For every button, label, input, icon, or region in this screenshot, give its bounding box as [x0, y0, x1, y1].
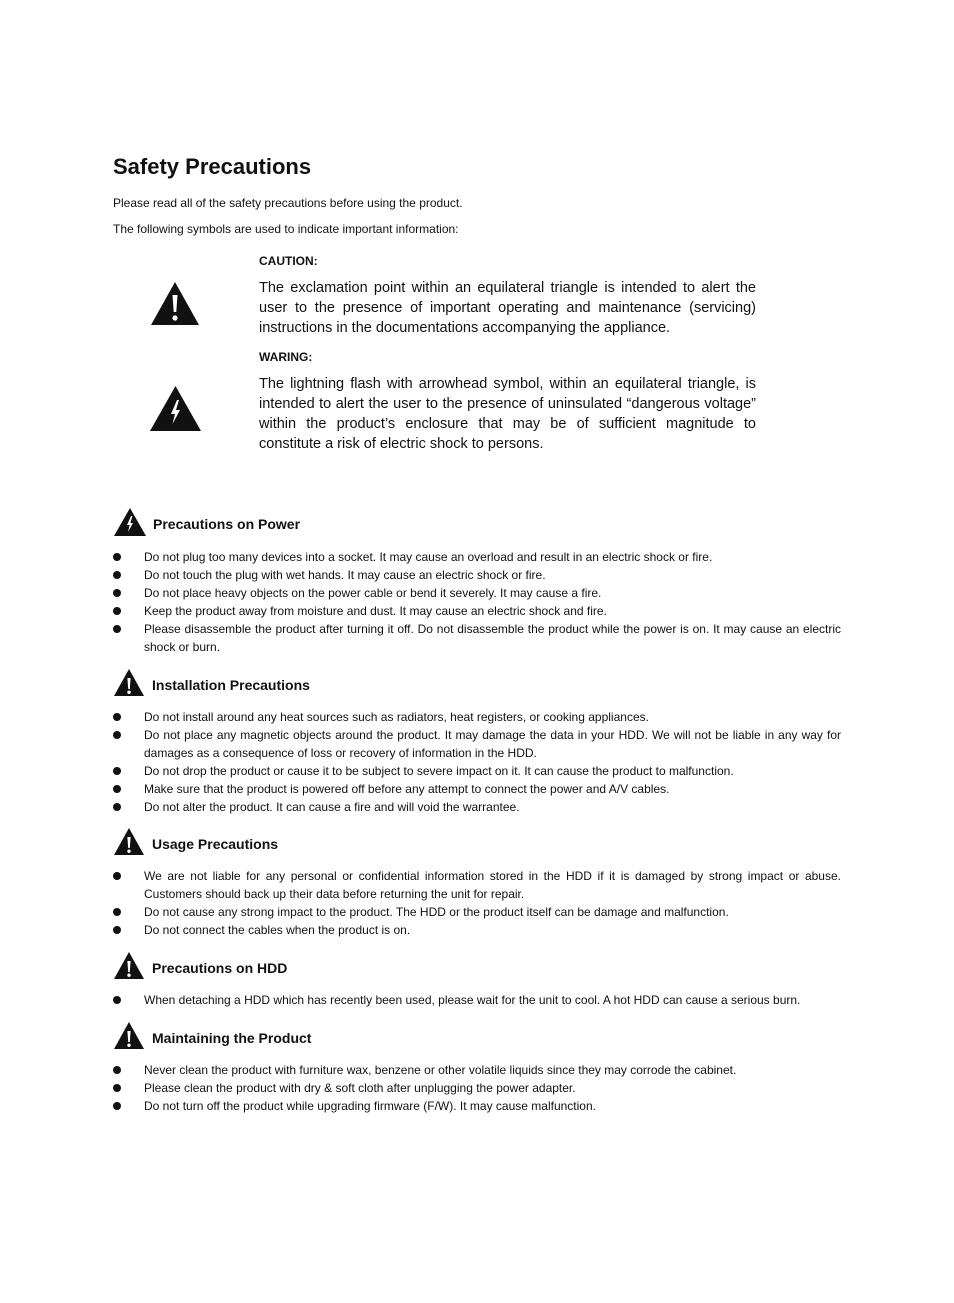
section-title: Maintaining the Product: [152, 1030, 312, 1046]
section-header-power: [113, 507, 813, 539]
bullet-icon: [113, 553, 121, 561]
bullet-icon: [113, 767, 121, 775]
exclamation-triangle-icon: [113, 1021, 145, 1050]
usage-precautions-list: [113, 867, 841, 939]
caution-description: The exclamation point within an equilateral triangle is intended to alert the user to the presence of important operating and maintenance (servicing) instructions in the documentations accompanying the appliance.: [259, 280, 756, 336]
caution-label: CAUTION:: [259, 254, 318, 268]
list-item: Please clean the product with dry & soft cloth after unplugging the power adapter.: [113, 1079, 841, 1097]
section-header-maintenance: [113, 1021, 813, 1053]
bullet-icon: [113, 926, 121, 934]
bullet-icon: [113, 803, 121, 811]
section-title: Precautions on Power: [153, 516, 301, 532]
list-item: Keep the product away from moisture and dust. It may cause an electric shock and fire.: [113, 602, 841, 620]
intro-text: The following symbols are used to indicate important information:: [113, 222, 459, 236]
section-title: Precautions on HDD: [152, 960, 288, 976]
section-header-usage: [113, 827, 813, 859]
list-item: Please disassemble the product after turning it off. Do not disassemble the product while the power is on. It may cause an electric shock or burn.: [113, 620, 841, 656]
bullet-icon: [113, 1102, 121, 1110]
list-item: Do not place heavy objects on the power cable or bend it severely. It may cause a fire.: [113, 584, 841, 602]
warning-label: WARING:: [259, 350, 313, 364]
bullet-icon: [113, 872, 121, 880]
section-title: Usage Precautions: [152, 836, 279, 852]
list-item: Do not drop the product or cause it to be subject to severe impact on it. It can cause the product to malfunction.: [113, 762, 841, 780]
bullet-icon: [113, 713, 121, 721]
section-title: Installation Precautions: [152, 677, 310, 693]
exclamation-triangle-icon: [113, 951, 145, 980]
hdd-precautions-list: [113, 991, 841, 1009]
intro-text: Please read all of the safety precautions before using the product.: [113, 196, 463, 210]
exclamation-triangle-icon: [150, 281, 200, 326]
list-item: Do not plug too many devices into a socket. It may cause an overload and result in an electric shock or fire.: [113, 548, 841, 566]
list-item: Do not install around any heat sources such as radiators, heat registers, or cooking appliances.: [113, 708, 841, 726]
bullet-icon: [113, 1066, 121, 1074]
section-header-installation: [113, 668, 813, 700]
bullet-icon: [113, 625, 121, 633]
bullet-icon: [113, 908, 121, 916]
list-item: When detaching a HDD which has recently been used, please wait for the unit to cool. A hot HDD can cause a serious burn.: [113, 991, 841, 1009]
power-precautions-list: [113, 548, 841, 656]
list-item: Do not connect the cables when the product is on.: [113, 921, 841, 939]
warning-description: The lightning flash with arrowhead symbol, within an equilateral triangle, is intended to alert the user to the presence of uninsulated “dangerous voltage” within the product’s enclosure that may be of sufficient magnitude to constitute a risk of electric shock to persons.: [259, 376, 756, 452]
maintenance-list: [113, 1061, 841, 1115]
bullet-icon: [113, 589, 121, 597]
list-item: Make sure that the product is powered off before any attempt to connect the power and A/V cables.: [113, 780, 841, 798]
bullet-icon: [113, 996, 121, 1004]
section-header-hdd: [113, 951, 813, 983]
list-item: Do not alter the product. It can cause a fire and will void the warrantee.: [113, 798, 841, 816]
bullet-icon: [113, 785, 121, 793]
list-item: Never clean the product with furniture wax, benzene or other volatile liquids since they may corrode the cabinet.: [113, 1061, 841, 1079]
list-item: Do not turn off the product while upgrading firmware (F/W). It may cause malfunction.: [113, 1097, 841, 1115]
bullet-icon: [113, 607, 121, 615]
bullet-icon: [113, 1084, 121, 1092]
exclamation-triangle-icon: [113, 668, 145, 697]
page-title: Safety Precautions: [113, 154, 312, 179]
lightning-triangle-icon: [149, 385, 202, 432]
list-item: Do not place any magnetic objects around the product. It may damage the data in your HDD. We will not be liable in any way for damages as a consequence of loss or recovery of information in the HDD.: [113, 726, 841, 762]
list-item: Do not touch the plug with wet hands. It may cause an electric shock or fire.: [113, 566, 841, 584]
bullet-icon: [113, 571, 121, 579]
lightning-triangle-icon: [113, 507, 147, 537]
installation-precautions-list: [113, 708, 841, 816]
exclamation-triangle-icon: [113, 827, 145, 856]
list-item: Do not cause any strong impact to the product. The HDD or the product itself can be damage and malfunction.: [113, 903, 841, 921]
bullet-icon: [113, 731, 121, 739]
list-item: We are not liable for any personal or confidential information stored in the HDD if it is damaged by strong impact or abuse. Customers should back up their data before returning the unit for repair.: [113, 867, 841, 903]
